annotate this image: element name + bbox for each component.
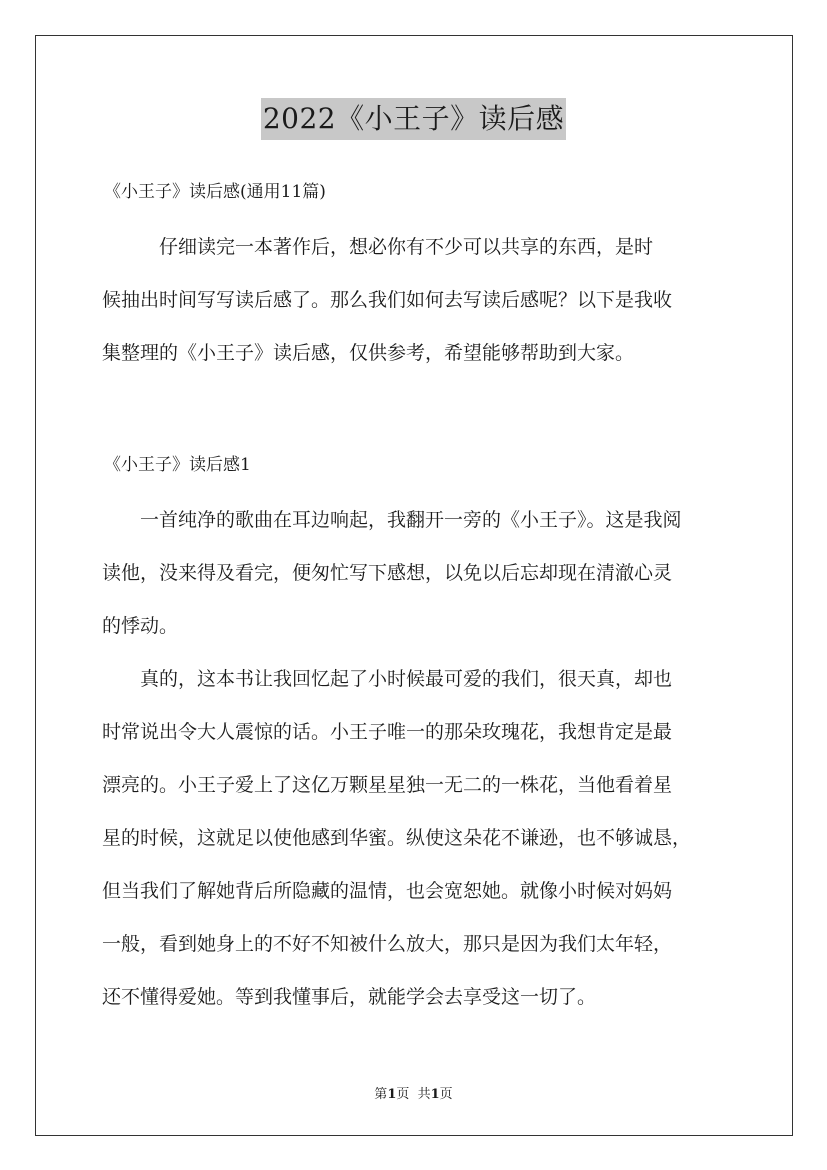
paragraph-line: 漂亮的。小王子爱上了这亿万颗星星独一无二的一株花，当他看着星 — [102, 774, 673, 796]
paragraph-line: 时常说出令大人震惊的话。小王子唯一的那朵玫瑰花，我想肯定是最 — [102, 721, 673, 743]
footer-page-current: 1 — [387, 1087, 397, 1102]
paragraph-line: 的悸动。 — [102, 615, 179, 637]
paragraph-line: 读他，没来得及看完，便匆忙写下感想，以免以后忘却现在清澈心灵 — [102, 562, 673, 584]
page-footer — [0, 1083, 827, 1102]
paragraph-line: 一般，看到她身上的不好不知被什么放大，那只是因为我们太年轻， — [102, 933, 673, 955]
paragraph-line: 真的，这本书让我回忆起了小时候最可爱的我们，很天真，却也 — [102, 668, 673, 690]
document-title: 2022《小王子》读后感 — [261, 98, 566, 140]
document-subtitle: 《小王子》读后感(通用11篇) — [104, 182, 326, 202]
footer-page-total: 1 — [430, 1087, 440, 1102]
footer-page-prefix: 第 — [374, 1087, 388, 1102]
section-heading: 《小王子》读后感1 — [104, 455, 251, 475]
section1-paragraph-1 — [102, 494, 738, 653]
footer-page-suffix: 页 — [439, 1087, 453, 1102]
intro-paragraph — [102, 221, 738, 380]
intro-line: 仔细读完一本著作后，想必你有不少可以共享的东西，是时 — [102, 236, 654, 258]
paragraph-line: 还不懂得爱她。等到我懂事后，就能学会去享受这一切了。 — [102, 986, 597, 1008]
paragraph-line: 一首纯净的歌曲在耳边响起，我翻开一旁的《小王子》。这是我阅 — [102, 509, 682, 531]
title-container — [0, 98, 827, 140]
paragraph-line: 星的时候，这就足以使他感到华蜜。纵使这朵花不谦逊，也不够诚恳， — [102, 827, 692, 849]
intro-line: 候抽出时间写写读后感了。那么我们如何去写读后感呢？以下是我收 — [102, 289, 673, 311]
footer-page-mid: 页 共 — [396, 1087, 431, 1102]
intro-line: 集整理的《小王子》读后感，仅供参考，希望能够帮助到大家。 — [102, 342, 635, 364]
section1-paragraph-2 — [102, 653, 738, 1024]
paragraph-line: 但当我们了解她背后所隐藏的温情，也会宽恕她。就像小时候对妈妈 — [102, 880, 673, 902]
